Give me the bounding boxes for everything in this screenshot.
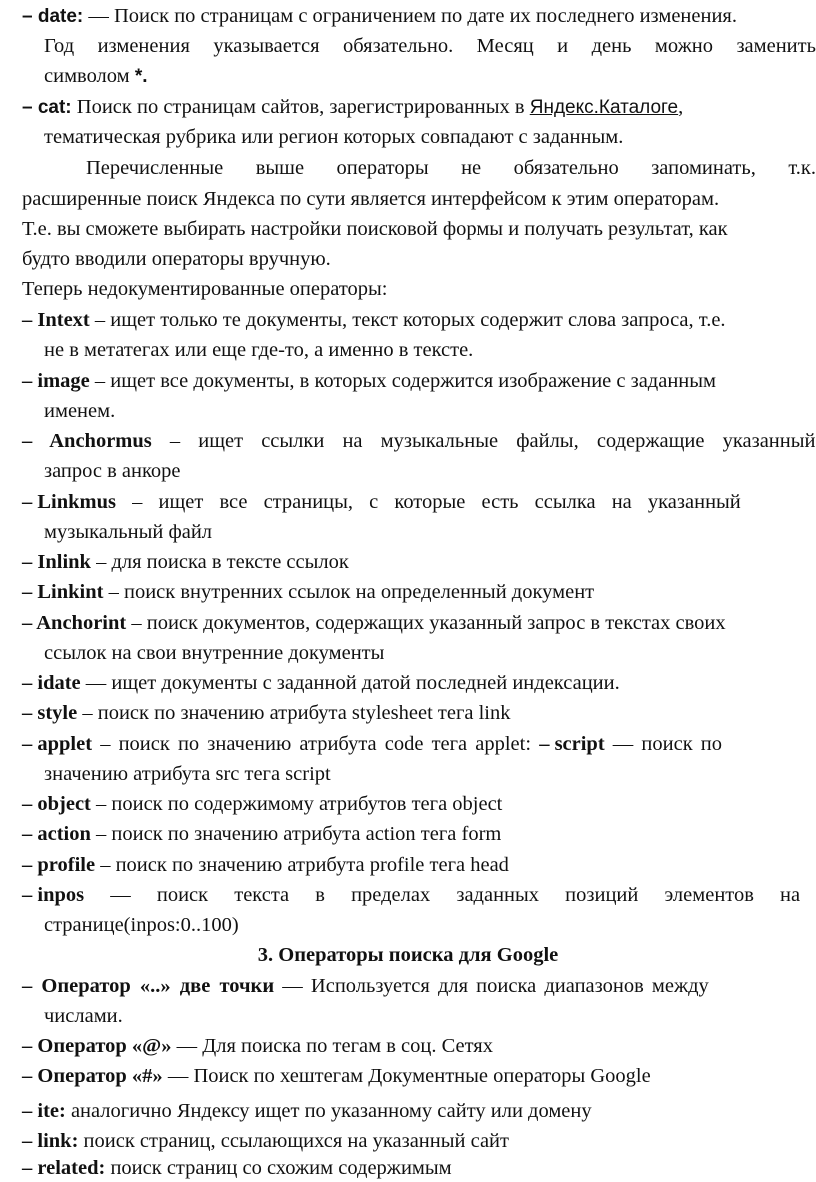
operator-image-desc: – ищет все документы, в которых содержится изображение с заданным <box>89 370 717 392</box>
text-line <box>44 1003 123 1029</box>
text-line <box>44 63 148 89</box>
operator-action-term: – action <box>22 823 91 845</box>
text-line-content: ссылок на свои внутренние документы <box>44 642 385 664</box>
text-line-content: музыкальный файл <box>44 521 213 543</box>
text-line <box>44 398 115 424</box>
operator-inpos-line <box>22 882 800 908</box>
operator-hash-line <box>22 1063 651 1089</box>
text-line <box>44 912 239 938</box>
text-line <box>44 337 473 363</box>
operator-hash-desc: — Поиск по хештегам Документные операторы Google <box>162 1065 651 1087</box>
operator-at-term: – Оператор «@» <box>22 1035 172 1057</box>
operator-anchormus-term: – Anchormus <box>22 430 152 452</box>
operator-profile-term: – profile <box>22 854 96 876</box>
text-line-content: значению атрибута src тега script <box>44 763 331 785</box>
operator-anchormus-line <box>22 428 816 454</box>
operator-image-term: – image <box>22 370 90 392</box>
operator-intext-line <box>22 307 726 333</box>
paragraph-line <box>22 216 728 242</box>
operator-link-desc: поиск страниц, ссылающихся на указанный сайт <box>78 1130 509 1152</box>
text-line <box>44 458 181 484</box>
operator-site-term: – ite: <box>22 1100 66 1122</box>
operator-cat-line <box>22 94 816 120</box>
paragraph-line <box>22 246 331 272</box>
operator-applet-line <box>22 731 722 757</box>
operator-style-term: – style <box>22 702 78 724</box>
text-line-content: не в метатегах или еще где-то, а именно в тексте. <box>44 339 474 361</box>
text-line-content: числами. <box>44 1005 123 1027</box>
operator-object-term: – object <box>22 793 91 815</box>
section-intro <box>22 276 387 302</box>
operator-object-desc: – поиск по содержимому атрибутов тега object <box>90 793 503 815</box>
operator-at-line <box>22 1033 493 1059</box>
paragraph-line <box>86 155 816 181</box>
operator-inpos-desc: — поиск текста в пределах заданных позиций элементов на <box>84 884 801 906</box>
paragraph-line-content: расширенные поиск Яндекса по сути является интерфейсом к этим операторам. <box>22 188 720 210</box>
operator-inpos-term: – inpos <box>22 884 85 906</box>
operator-image-line <box>22 368 716 394</box>
operator-inlink-line <box>22 549 349 575</box>
operator-related-desc: поиск страниц со схожим содержимым <box>105 1157 452 1179</box>
operator-applet-desc: – поиск по значению атрибута code тега applet: <box>92 733 540 755</box>
text-line-content: тематическая рубрика или регион которых совпадают с заданным. <box>44 126 624 148</box>
text-line <box>44 640 384 666</box>
operator-anchorint-desc: – поиск документов, содержащих указанный запрос в текстах своих <box>126 612 726 634</box>
operator-link-line <box>22 1128 509 1154</box>
operator-linkmus-desc: – ищет все страницы, с которые есть ссылка на указанный <box>116 491 741 513</box>
text-line-content: странице(inpos:0..100) <box>44 914 239 936</box>
operator-script-term: – script <box>539 733 605 755</box>
section-intro-text: Теперь недокументированные операторы: <box>22 278 388 300</box>
text-line <box>44 519 212 545</box>
paragraph-line-content: будто вводили операторы вручную. <box>22 248 331 270</box>
operator-related-line <box>22 1155 452 1181</box>
section-heading-text: 3. Операторы поиска для Google <box>257 944 559 966</box>
operator-cat-term: – cat: <box>22 97 72 118</box>
operator-profile-desc: – поиск по значению атрибута profile тега head <box>95 854 509 876</box>
yandex-catalog-link[interactable]: Яндекс.Каталоге <box>529 97 679 118</box>
operator-site-desc: аналогично Яндексу ищет по указанному сайту или домену <box>65 1100 592 1122</box>
operator-script-desc: — поиск по <box>604 733 723 755</box>
operator-anchormus-desc: – ищет ссылки на музыкальные файлы, содержащие указанный <box>151 430 816 452</box>
text-line <box>44 33 816 59</box>
text-line-content: именем. <box>44 400 116 422</box>
operator-inlink-term: – Inlink <box>22 551 91 573</box>
paragraph-line <box>22 186 719 212</box>
operator-style-desc: – поиск по значению атрибута stylesheet тега link <box>77 702 511 724</box>
operator-action-desc: – поиск по значению атрибута action тега form <box>90 823 502 845</box>
text-line-content: запрос в анкоре <box>44 460 181 482</box>
operator-range-desc: — Используется для поиска диапазонов между <box>274 975 709 997</box>
operator-date-desc: — Поиск по страницам с ограничением по дате их последнего изменения. <box>83 5 737 27</box>
operator-at-desc: — Для поиска по тегам в соц. Сетях <box>171 1035 493 1057</box>
operator-applet-term: – applet <box>22 733 93 755</box>
asterisk-symbol: *. <box>129 66 148 87</box>
operator-site-line <box>22 1098 592 1124</box>
operator-range-line <box>22 973 709 999</box>
text-line-content: символом <box>44 65 130 87</box>
operator-idate-desc: — ищет документы с заданной датой последней индексации. <box>80 672 620 694</box>
operator-intext-desc: – ищет только те документы, текст которых содержит слова запроса, т.е. <box>89 309 726 331</box>
operator-date-line <box>22 3 816 29</box>
operator-linkmus-line <box>22 489 741 515</box>
comma: , <box>678 96 684 118</box>
operator-object-line <box>22 791 502 817</box>
text-line-content: Год изменения указывается обязательно. Месяц и день можно заменить <box>44 35 816 57</box>
operator-cat-desc: Поиск по страницам сайтов, зарегистрированных в <box>71 96 530 118</box>
operator-inlink-desc: – для поиска в тексте ссылок <box>90 551 349 573</box>
operator-linkint-line <box>22 579 594 605</box>
operator-linkmus-term: – Linkmus <box>22 491 117 513</box>
paragraph-line-content: Перечисленные выше операторы не обязательно запоминать, т.к. <box>86 157 816 179</box>
operator-action-line <box>22 821 501 847</box>
text-line <box>44 761 331 787</box>
section-heading <box>0 942 816 968</box>
operator-date-term: – date: <box>22 6 84 27</box>
operator-range-term: – Оператор «..» две точки <box>22 975 275 997</box>
operator-idate-term: – idate <box>22 672 81 694</box>
operator-linkint-desc: – поиск внутренних ссылок на определенный документ <box>103 581 595 603</box>
operator-intext-term: – Intext <box>22 309 90 331</box>
operator-style-line <box>22 700 510 726</box>
operator-linkint-term: – Linkint <box>22 581 104 603</box>
operator-anchorint-term: – Anchorint <box>22 612 127 634</box>
operator-anchorint-line <box>22 610 726 636</box>
operator-related-term: – related: <box>22 1157 106 1179</box>
operator-idate-line <box>22 670 620 696</box>
operator-profile-line <box>22 852 509 878</box>
text-line <box>44 124 623 150</box>
paragraph-line-content: Т.е. вы сможете выбирать настройки поисковой формы и получать результат, как <box>22 218 728 240</box>
operator-link-term: – link: <box>22 1130 79 1152</box>
operator-hash-term: – Оператор «#» <box>22 1065 163 1087</box>
